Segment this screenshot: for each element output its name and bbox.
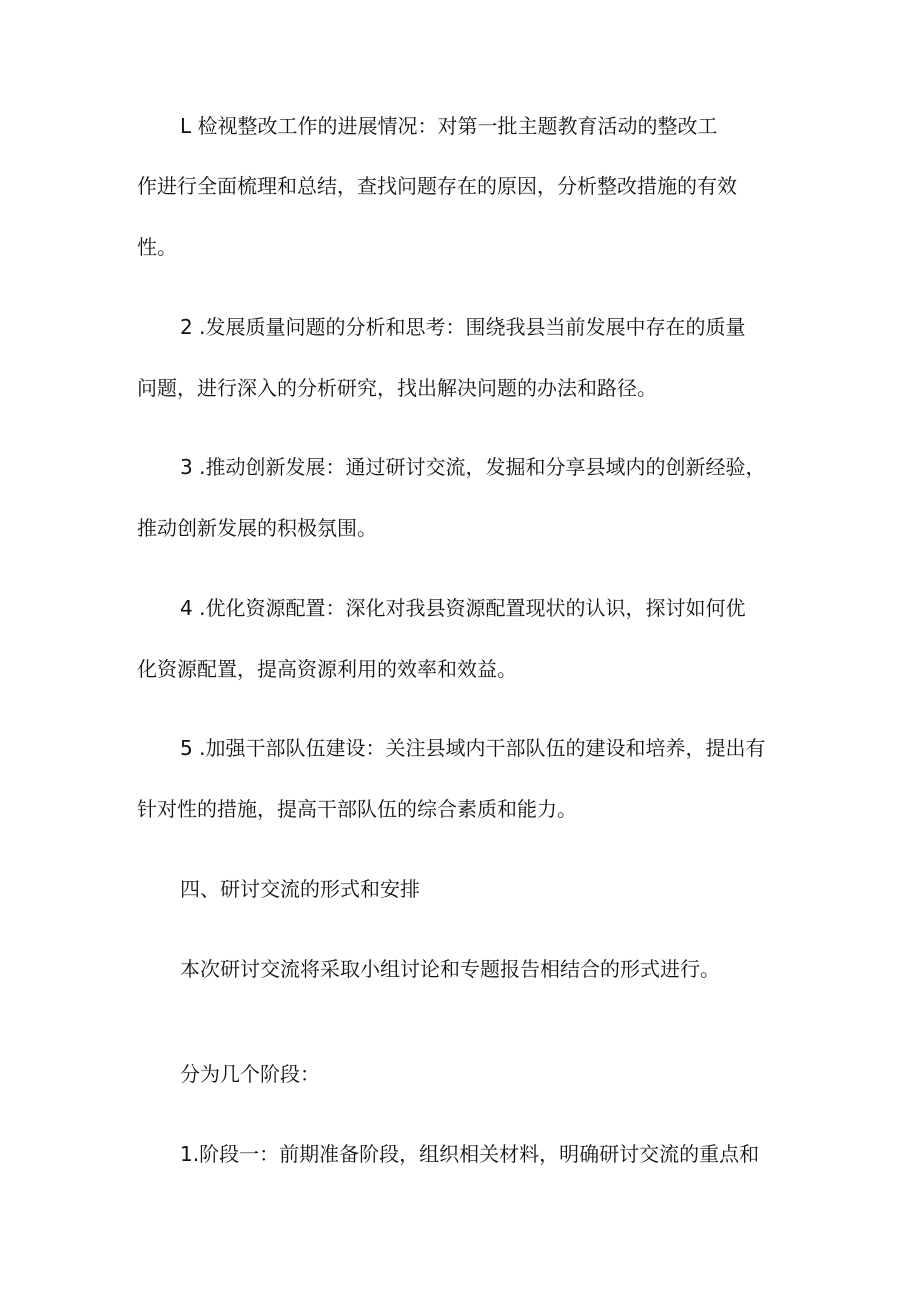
paragraph-3-line-2: 推动创新发展的积极氛围。 <box>137 516 377 540</box>
paragraph-1-line-2: 作进行全面梳理和总结，查找问题存在的原因，分析整改措施的有效 <box>137 174 737 198</box>
paragraph-3-line-1: 3 .推动创新发展：通过研讨交流，发掘和分享县域内的创新经验， <box>180 455 766 479</box>
paragraph-1-line-1: L 检视整改工作的进展情况：对第一批主题教育活动的整改工 <box>180 114 718 138</box>
paragraph-5-line-2: 针对性的措施，提高干部队伍的综合素质和能力。 <box>137 797 577 821</box>
paragraph-2-line-2: 问题，进行深入的分析研究，找出解决问题的办法和路径。 <box>137 376 657 400</box>
paragraph-1-line-3: 性。 <box>137 235 177 259</box>
paragraph-stage-1-line-1: 1.阶段一：前期准备阶段，组织相关材料，明确研讨交流的重点和 <box>180 1142 760 1166</box>
paragraph-4-line-2: 化资源配置，提高资源利用的效率和效益。 <box>137 657 517 681</box>
section-heading: 四、研讨交流的形式和安排 <box>180 877 420 901</box>
paragraph-4-line-1: 4 .优化资源配置：深化对我县资源配置现状的认识，探讨如何优 <box>180 596 746 620</box>
paragraph-5-line-1: 5 .加强干部队伍建设：关注县域内干部队伍的建设和培养，提出有 <box>180 736 766 760</box>
paragraph-stages-intro: 分为几个阶段： <box>180 1062 320 1086</box>
paragraph-2-line-1: 2 .发展质量问题的分析和思考：围绕我县当前发展中存在的质量 <box>180 315 746 339</box>
paragraph-intro: 本次研讨交流将采取小组讨论和专题报告相结合的形式进行。 <box>180 957 720 981</box>
